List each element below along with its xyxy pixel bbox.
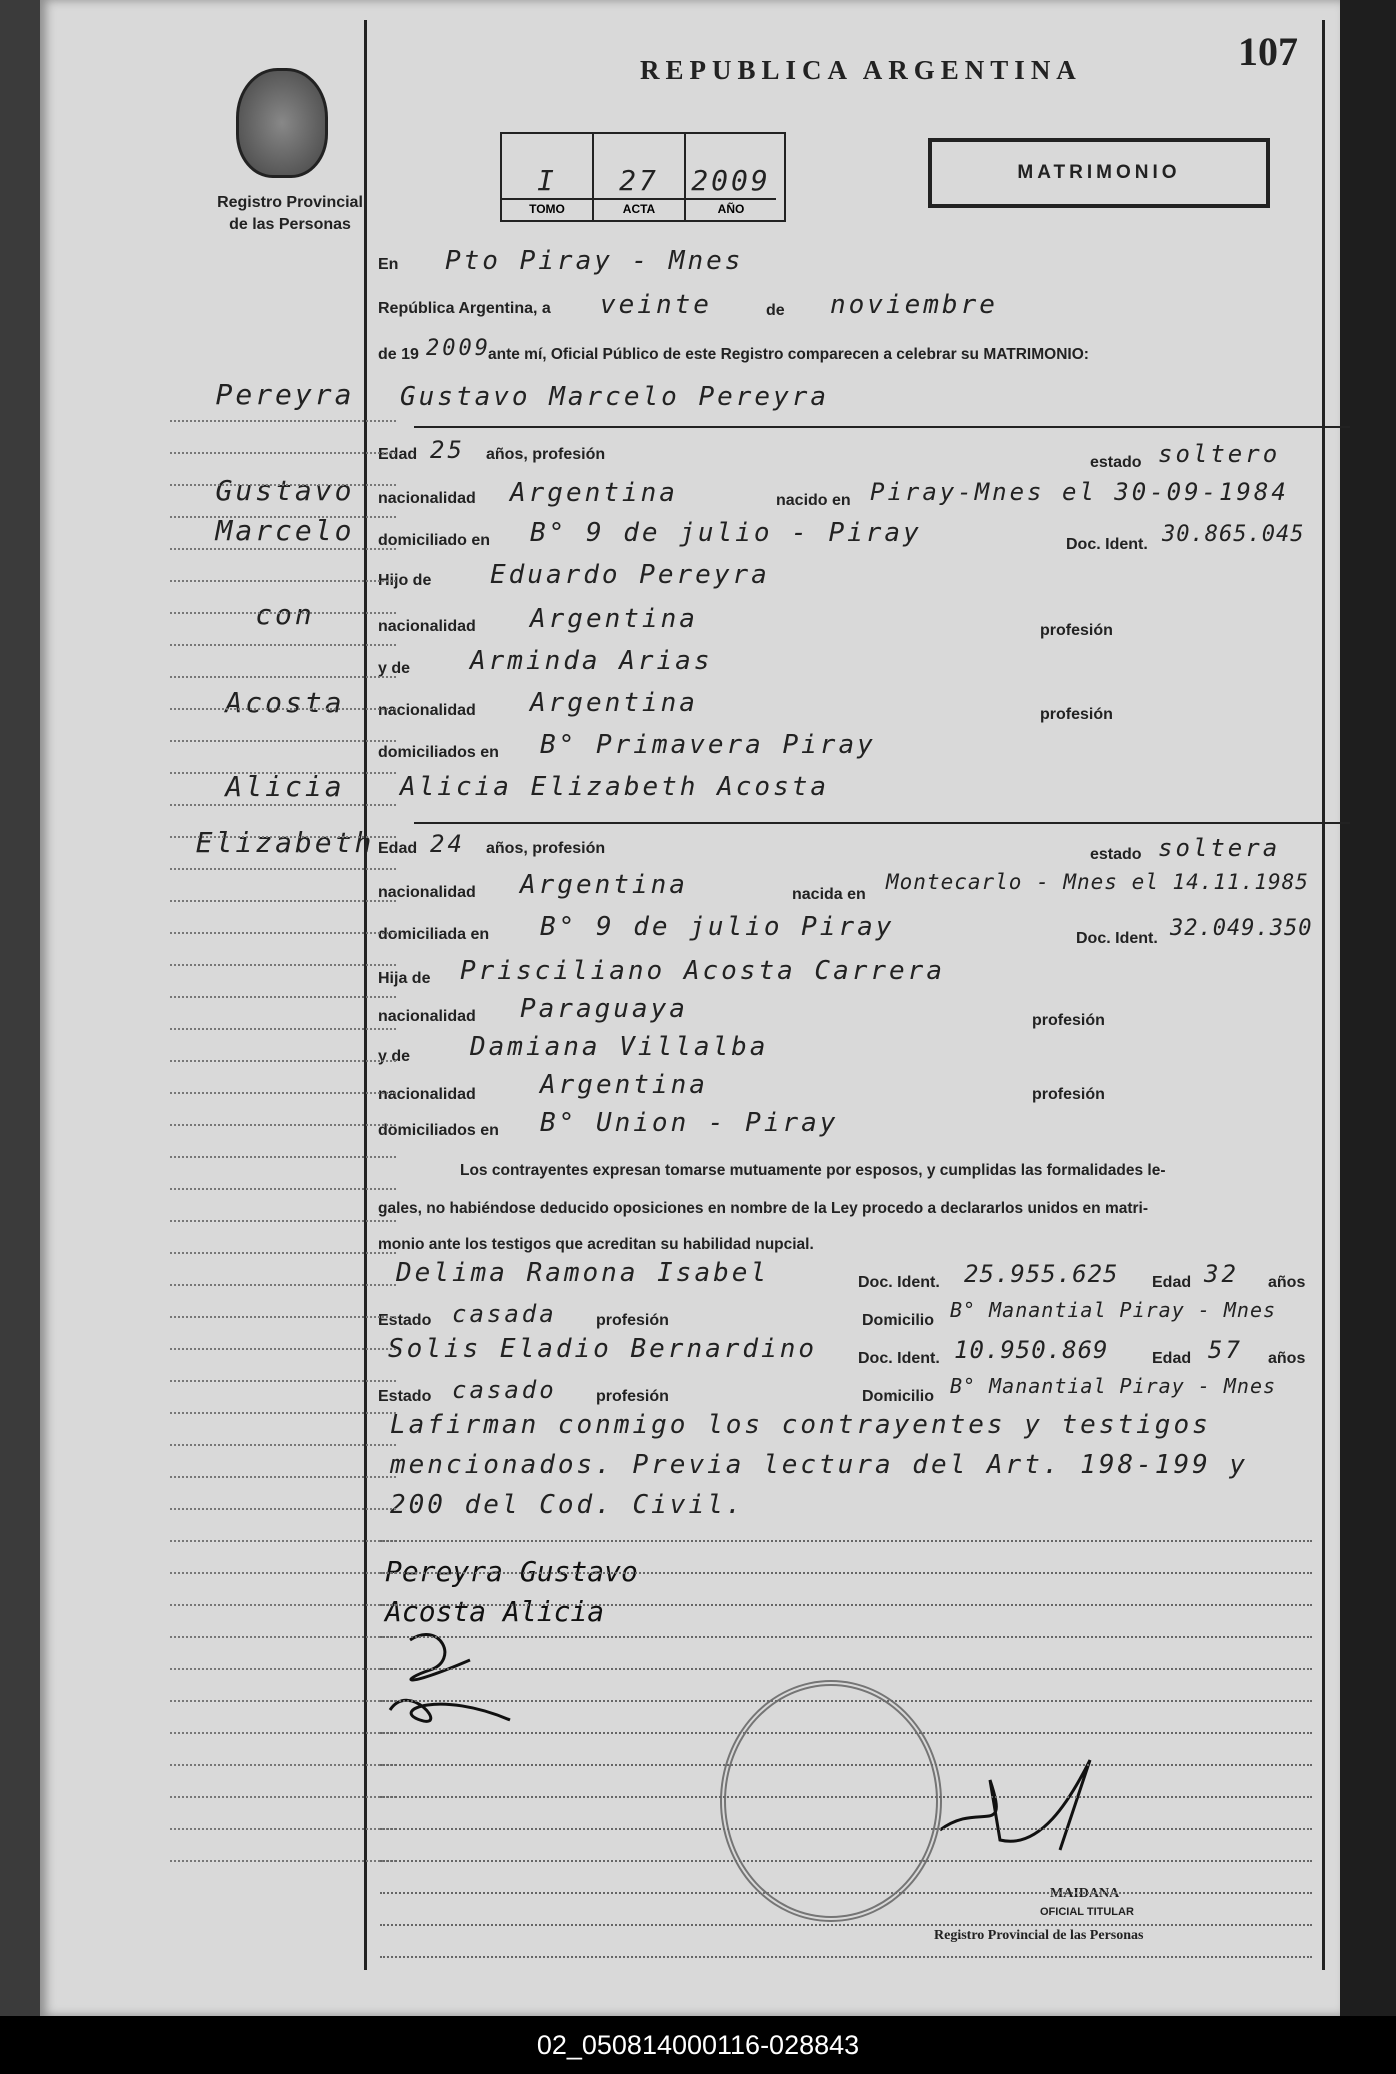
witness2-profesion-label: profesión <box>596 1388 669 1405</box>
signature-rule-line <box>380 1572 1312 1574</box>
signature-rule-line <box>380 1956 1312 1958</box>
official-name: MAIDANA <box>1050 1886 1120 1901</box>
republica-label: República Argentina, a <box>378 300 551 317</box>
groom-nacionalidad: Argentina <box>510 478 678 508</box>
document-id: 02_050814000116-028843 <box>0 2016 1396 2074</box>
witness1-doc-label: Doc. Ident. <box>858 1274 940 1291</box>
groom-mother: Arminda Arias <box>470 646 713 676</box>
witness2-name: Solis Eladio Bernardino <box>388 1334 818 1364</box>
page-title: REPUBLICA ARGENTINA <box>640 55 1082 85</box>
margin-con: con <box>255 598 315 631</box>
margin-rule-line <box>170 740 396 742</box>
margin-rule-line <box>170 900 396 902</box>
hija-label: Hija de <box>378 970 431 987</box>
margin-name-1: Gustavo <box>215 474 355 507</box>
right-border <box>1322 20 1325 1970</box>
formal-line-2: gales, no habiéndose deducido oposiciones en nombre de la Ley procedo a declararlos unidos en matri- <box>378 1200 1149 1217</box>
month-value: noviembre <box>830 290 998 320</box>
bride-edad-label: Edad <box>378 840 418 857</box>
bride-domicilio: B° 9 de julio Piray <box>540 912 895 942</box>
margin-rule-line <box>170 1156 396 1158</box>
bride-nacionalidad: Argentina <box>520 870 688 900</box>
margin-rule-line <box>170 1444 396 1446</box>
witness2-age: 57 <box>1208 1336 1243 1364</box>
bride-nac-label: nacionalidad <box>378 884 476 901</box>
margin-rule-line <box>170 804 396 806</box>
bride-mother-nac-label: nacionalidad <box>378 1086 476 1103</box>
margin-rule-line <box>170 1412 396 1414</box>
witness1-domicilio-label: Domicilio <box>862 1312 935 1329</box>
groom-doc: 30.865.045 <box>1162 522 1305 547</box>
margin-rule-line <box>170 708 396 710</box>
witness1-domicilio: B° Manantial Piray - Mnes <box>950 1298 1277 1322</box>
de-label: de <box>766 302 785 319</box>
signature-rule-line <box>380 1892 1312 1894</box>
signature-rule-line <box>380 1860 1312 1862</box>
official-title: OFICIAL TITULAR <box>1040 1906 1134 1918</box>
formal-line-3: monio ante los testigos que acreditan su habilidad nupcial. <box>378 1236 814 1253</box>
en-label: En <box>378 256 399 273</box>
groom-father: Eduardo Pereyra <box>490 560 770 590</box>
margin-rule-line <box>170 772 396 774</box>
margin-rule-line <box>170 1572 396 1574</box>
margin-rule-line <box>170 1092 396 1094</box>
groom-name: Gustavo Marcelo Pereyra <box>400 382 830 412</box>
record-type-box: MATRIMONIO <box>928 138 1270 208</box>
act-number-table <box>500 132 786 222</box>
year-prefix: de 19 <box>378 346 419 363</box>
groom-birthplace: Piray-Mnes el 30-09-1984 <box>870 478 1289 506</box>
groom-age: 25 <box>430 436 465 464</box>
witness1-age: 32 <box>1204 1260 1239 1288</box>
margin-rule-line <box>170 1060 396 1062</box>
margin-rule-line <box>170 1700 396 1702</box>
official-stamp <box>720 1680 942 1922</box>
groom-mother-nac-label: nacionalidad <box>378 702 476 719</box>
margin-rule-line <box>170 1764 396 1766</box>
bride-age: 24 <box>430 830 465 858</box>
witness2-anos-label: años <box>1268 1350 1306 1367</box>
signature-rule-line <box>380 1924 1312 1926</box>
witness1-estado: casada <box>452 1300 557 1328</box>
margin-rule-line <box>170 644 396 646</box>
groom-profesion-label: años, profesión <box>486 446 606 463</box>
signature-rule-line <box>380 1604 1312 1606</box>
margin-rule-line <box>170 1252 396 1254</box>
margin-surname: Pereyra <box>215 378 355 411</box>
margin-rule-line <box>170 1540 396 1542</box>
declaration-text: ante mí, Oficial Público de este Registro comparecen a celebrar su MATRIMONIO: <box>488 346 1089 363</box>
witness1-anos-label: años <box>1268 1274 1306 1291</box>
margin-rule-line <box>170 932 396 934</box>
margin-rule-line <box>170 1668 396 1670</box>
margin-rule-line <box>170 1604 396 1606</box>
margin-rule-line <box>170 1220 396 1222</box>
margin-rule-line <box>170 1316 396 1318</box>
section-divider <box>414 822 1350 824</box>
margin-bride-name-1: Alicia <box>225 770 345 803</box>
margin-rule-line <box>170 836 396 838</box>
bride-estado: soltera <box>1158 834 1281 862</box>
margin-rule-line <box>170 420 396 422</box>
section-divider <box>414 426 1350 428</box>
bride-name: Alicia Elizabeth Acosta <box>400 772 830 802</box>
bride-parents-dom: B° Union - Piray <box>540 1108 839 1138</box>
bride-estado-label: estado <box>1090 846 1142 863</box>
groom-parents-dom-label: domiciliados en <box>378 744 499 761</box>
margin-rule-line <box>170 452 396 454</box>
formal-line-1: Los contrayentes expresan tomarse mutuamente por esposos, y cumplidas las formalidades le- <box>460 1162 1166 1179</box>
margin-bride-name-2: Elizabeth <box>195 826 375 859</box>
bride-dom-label: domiciliada en <box>378 926 490 943</box>
witness1-name: Delima Ramona Isabel <box>396 1258 770 1288</box>
groom-dom-label: domiciliado en <box>378 532 491 549</box>
groom-nac-label: nacionalidad <box>378 490 476 507</box>
margin-rule-line <box>170 1508 396 1510</box>
ano-label: AÑO <box>686 198 776 216</box>
groom-father-nac-label: nacionalidad <box>378 618 476 635</box>
margin-rule-line <box>170 1284 396 1286</box>
signature-rule-line <box>380 1668 1312 1670</box>
closing-line-2: mencionados. Previa lectura del Art. 198-199 y <box>390 1450 1249 1480</box>
groom-nacido-label: nacido en <box>776 492 851 509</box>
groom-edad-label: Edad <box>378 446 418 463</box>
bride-mother: Damiana Villalba <box>470 1032 769 1062</box>
witness2-estado-label: Estado <box>378 1388 432 1405</box>
bride-mother-prof-label: profesión <box>1032 1086 1105 1103</box>
bride-father: Prisciliano Acosta Carrera <box>460 956 945 986</box>
margin-rule-line <box>170 1124 396 1126</box>
closing-line-1: Lafirman conmigo los contrayentes y testigos <box>390 1410 1211 1440</box>
witness1-profesion-label: profesión <box>596 1312 669 1329</box>
place-value: Pto Piray - Mnes <box>445 246 744 276</box>
signature-rule-line <box>380 1540 1312 1542</box>
margin-rule-line <box>170 996 396 998</box>
year-value: 2009 <box>426 336 491 361</box>
margin-bride-surname: Acosta <box>225 686 345 719</box>
groom-father-prof-label: profesión <box>1040 622 1113 639</box>
witness2-domicilio: B° Manantial Piray - Mnes <box>950 1374 1277 1398</box>
signature-rule-line <box>380 1796 1312 1798</box>
margin-rule-line <box>170 1860 396 1862</box>
official-registry: Registro Provincial de las Personas <box>934 1928 1144 1943</box>
groom-yde-label: y de <box>378 660 411 677</box>
groom-doc-label: Doc. Ident. <box>1066 536 1148 553</box>
province-seal-icon <box>236 68 328 178</box>
groom-father-nac: Argentina <box>530 604 698 634</box>
witness2-doc-label: Doc. Ident. <box>858 1350 940 1367</box>
signature-rule-line <box>380 1828 1312 1830</box>
witness2-estado: casado <box>452 1376 557 1404</box>
margin-rule-line <box>170 548 396 550</box>
witness2-edad-label: Edad <box>1152 1350 1192 1367</box>
margin-rule-line <box>170 1636 396 1638</box>
margin-rule-line <box>170 1732 396 1734</box>
bride-nacida-label: nacida en <box>792 886 866 903</box>
bride-father-nac: Paraguaya <box>520 994 688 1024</box>
signature-rule-line <box>380 1700 1312 1702</box>
acta-value: 27 <box>619 164 659 197</box>
groom-domicilio: B° 9 de julio - Piray <box>530 518 922 548</box>
margin-rule-line <box>170 1028 396 1030</box>
margin-name-2: Marcelo <box>215 514 355 547</box>
official-signature <box>920 1740 1140 1870</box>
hijo-label: Hijo de <box>378 572 432 589</box>
groom-estado: soltero <box>1158 440 1281 468</box>
margin-rule-line <box>170 1188 396 1190</box>
bride-profesion-label: años, profesión <box>486 840 606 857</box>
margin-rule-line <box>170 1796 396 1798</box>
margin-rule-line <box>170 612 396 614</box>
groom-mother-prof-label: profesión <box>1040 706 1113 723</box>
margin-divider <box>364 20 367 1970</box>
witness-signatures <box>380 1620 560 1740</box>
bride-yde-label: y de <box>378 1048 411 1065</box>
groom-mother-nac: Argentina <box>530 688 698 718</box>
day-value: veinte <box>600 290 712 320</box>
bride-parents-dom-label: domiciliados en <box>378 1122 499 1139</box>
signature-rule-line <box>380 1732 1312 1734</box>
bride-birthplace: Montecarlo - Mnes el 14.11.1985 <box>886 870 1309 894</box>
book-binding <box>0 0 40 2016</box>
margin-rule-line <box>170 580 396 582</box>
witness2-domicilio-label: Domicilio <box>862 1388 935 1405</box>
witness1-doc: 25.955.625 <box>964 1260 1119 1288</box>
margin-rule-line <box>170 964 396 966</box>
tomo-value: I <box>537 164 557 197</box>
closing-line-3: 200 del Cod. Civil. <box>390 1490 745 1520</box>
bride-mother-nac: Argentina <box>540 1070 708 1100</box>
groom-parents-dom: B° Primavera Piray <box>540 730 876 760</box>
page-number: 107 <box>1238 29 1298 74</box>
signature-rule-line <box>380 1636 1312 1638</box>
margin-rule-line <box>170 484 396 486</box>
registry-name: Registro Provincial de las Personas <box>217 194 363 233</box>
bride-father-prof-label: profesión <box>1032 1012 1105 1029</box>
acta-label: ACTA <box>594 198 684 216</box>
margin-rule-line <box>170 1828 396 1830</box>
margin-rule-line <box>170 1380 396 1382</box>
groom-estado-label: estado <box>1090 454 1142 471</box>
tomo-label: TOMO <box>502 198 592 216</box>
bride-doc: 32.049.350 <box>1170 916 1313 941</box>
witness1-estado-label: Estado <box>378 1312 432 1329</box>
witness1-edad-label: Edad <box>1152 1274 1192 1291</box>
signature-rule-line <box>380 1764 1312 1766</box>
ano-value: 2009 <box>691 164 771 197</box>
margin-rule-line <box>170 676 396 678</box>
margin-rule-line <box>170 1476 396 1478</box>
register-page <box>40 0 1340 2016</box>
margin-rule-line <box>170 1348 396 1350</box>
margin-rule-line <box>170 516 396 518</box>
bride-doc-label: Doc. Ident. <box>1076 930 1158 947</box>
bride-father-nac-label: nacionalidad <box>378 1008 476 1025</box>
groom-signature: Pereyra Gustavo <box>385 1555 638 1588</box>
margin-rule-line <box>170 868 396 870</box>
bride-signature: Acosta Alicia <box>385 1595 605 1628</box>
witness2-doc: 10.950.869 <box>954 1336 1109 1364</box>
